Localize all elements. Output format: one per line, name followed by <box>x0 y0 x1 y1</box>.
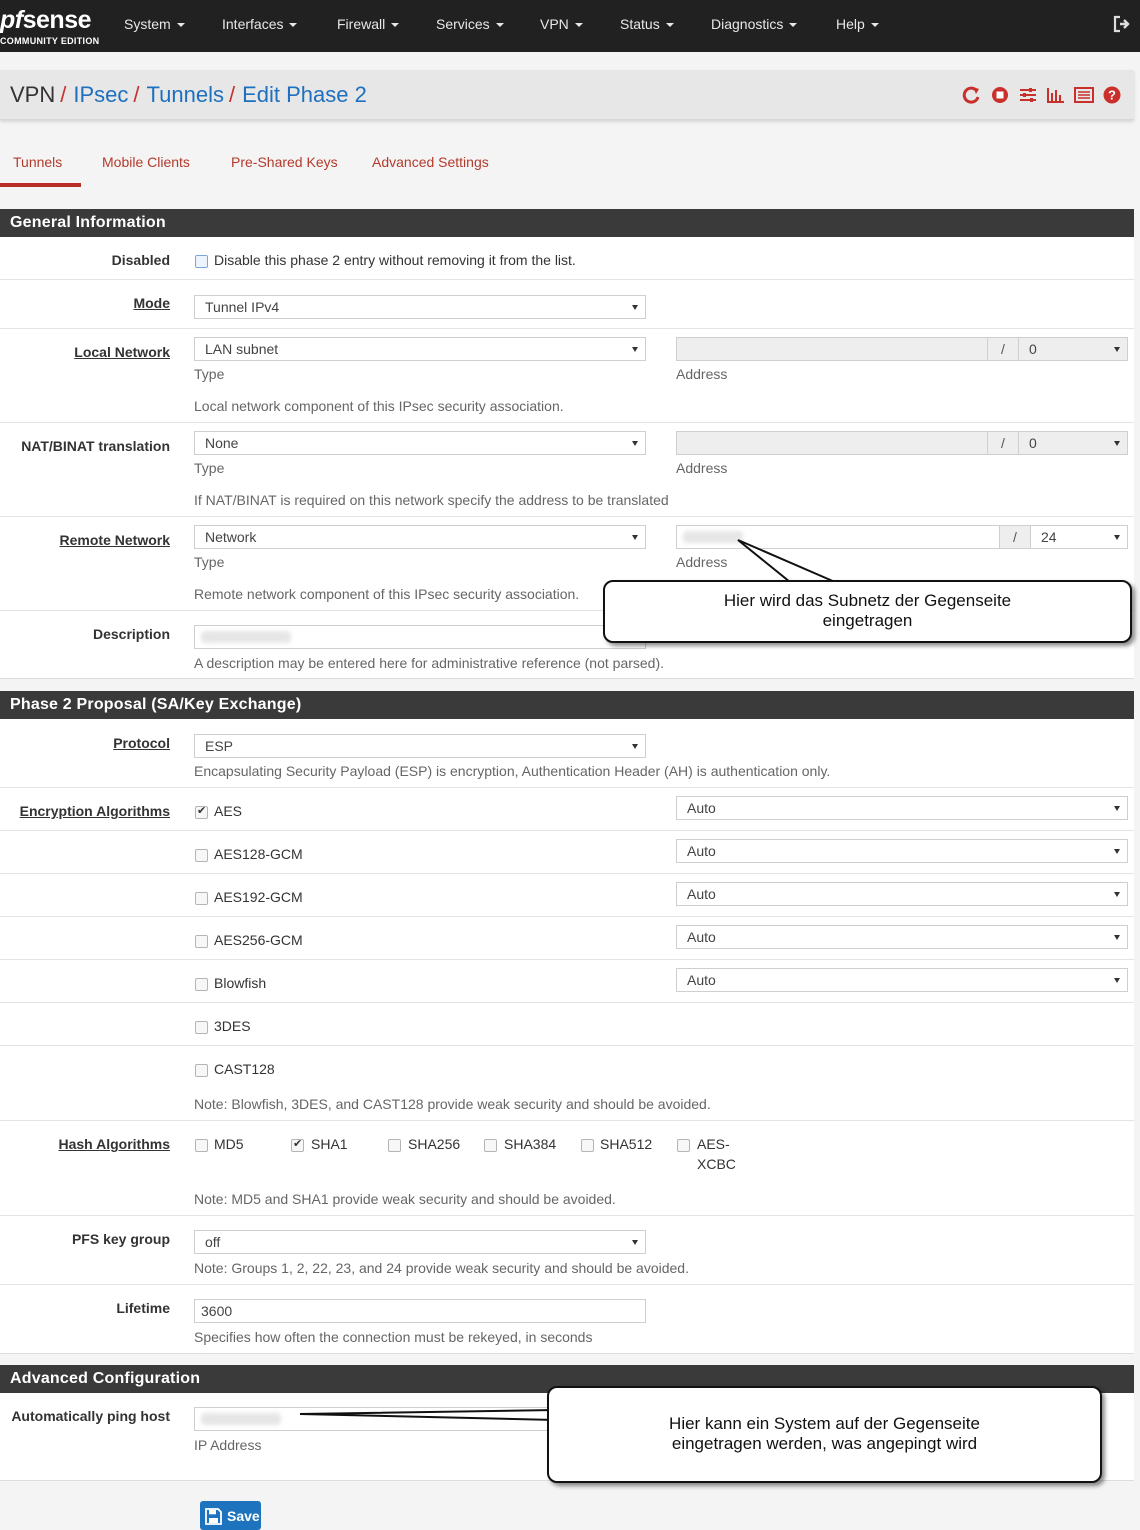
enc-blowfish-label: Blowfish <box>214 975 267 991</box>
tab-advanced-settings[interactable]: Advanced Settings <box>372 154 489 170</box>
mode-value: Tunnel IPv4 <box>205 299 280 315</box>
local-network-address-input[interactable] <box>676 337 988 361</box>
disabled-text: Disable this phase 2 entry without removing it from the list. <box>214 252 576 268</box>
menu-label: Services <box>436 16 490 32</box>
nat-binat-mask-value: 0 <box>1029 435 1037 451</box>
menu-label: System <box>124 16 171 32</box>
protocol-help: Encapsulating Security Payload (ESP) is encryption, Authentication Header (AH) is authentication only. <box>194 763 831 779</box>
tab-tunnels[interactable]: Tunnels <box>13 154 63 170</box>
nat-binat-type-select[interactable] <box>194 431 646 455</box>
lifetime-help: Specifies how often the connection must be rekeyed, in seconds <box>194 1329 593 1345</box>
logo-pf: pf <box>0 6 23 34</box>
panel-title: General Information <box>0 209 1134 237</box>
enc-aes128-gcm-label: AES128-GCM <box>214 846 303 862</box>
dropdown-arrow-icon <box>1114 535 1120 540</box>
enc-3des-label: 3DES <box>214 1018 251 1034</box>
menu-label: Interfaces <box>222 16 284 32</box>
tab-pre-shared-keys[interactable]: Pre-Shared Keys <box>231 154 338 170</box>
encryption-algorithms-label[interactable]: Encryption Algorithms <box>19 803 170 819</box>
restart-icon[interactable] <box>962 86 982 104</box>
menu-firewall[interactable] <box>337 16 399 32</box>
hash-sha512-label: SHA512 <box>600 1136 653 1152</box>
caret-down-icon <box>575 23 583 27</box>
menu-interfaces[interactable] <box>222 16 297 32</box>
row-divider <box>0 279 1134 280</box>
top-navbar <box>0 0 1140 52</box>
redacted-description <box>201 631 291 643</box>
hash-sha1-checkbox[interactable] <box>291 1139 304 1152</box>
breadcrumb-separator: / <box>133 82 140 107</box>
dropdown-arrow-icon <box>1114 935 1120 940</box>
ping-host-label: Automatically ping host <box>11 1408 170 1424</box>
row-divider <box>0 328 1134 329</box>
breadcrumb <box>10 82 367 108</box>
row-divider <box>0 959 1134 960</box>
nat-binat-label: NAT/BINAT translation <box>21 438 170 454</box>
enc-aes-checkbox[interactable] <box>195 806 208 819</box>
redacted-ping-host <box>201 1413 281 1425</box>
local-network-label[interactable]: Local Network <box>74 344 170 360</box>
hash-note: Note: MD5 and SHA1 provide weak security and should be avoided. <box>194 1191 616 1207</box>
remote-address-caption: Address <box>676 554 728 570</box>
row-divider <box>0 830 1134 831</box>
menu-label: Status <box>620 16 660 32</box>
keylen-value: Auto <box>687 843 716 859</box>
menu-label: Firewall <box>337 16 386 32</box>
mode-label[interactable]: Mode <box>133 295 170 311</box>
pfs-value: off <box>205 1234 221 1250</box>
row-divider <box>0 422 1134 423</box>
remote-network-type-value: Network <box>205 529 257 545</box>
log-list-icon[interactable] <box>1074 86 1094 104</box>
dropdown-arrow-icon <box>1114 441 1120 446</box>
save-floppy-icon <box>205 1508 222 1525</box>
menu-services[interactable] <box>436 16 504 32</box>
enc-aes256-gcm-keylen-select[interactable] <box>676 925 1128 949</box>
row-divider <box>0 1215 1134 1216</box>
keylen-value: Auto <box>687 800 716 816</box>
menu-label: Diagnostics <box>711 16 784 32</box>
hash-sha384-label: SHA384 <box>504 1136 557 1152</box>
hash-sha256-checkbox[interactable] <box>388 1139 401 1152</box>
hash-aes-xcbc-checkbox[interactable] <box>677 1139 690 1152</box>
panel-phase2-proposal <box>0 691 1134 1354</box>
menu-diagnostics[interactable] <box>711 16 797 32</box>
nat-binat-type-value: None <box>205 435 239 451</box>
local-type-caption: Type <box>194 366 225 382</box>
remote-network-label[interactable]: Remote Network <box>59 532 170 548</box>
redacted-address <box>683 531 743 543</box>
callout-text-line: Hier kann ein System auf der Gegenseite <box>669 1414 980 1433</box>
mask-separator: / <box>987 337 1019 361</box>
callout-text-line: Hier wird das Subnetz der Gegenseite <box>723 591 1012 610</box>
mode-select[interactable] <box>194 295 646 319</box>
logo-edition: COMMUNITY EDITION <box>0 36 100 46</box>
keylen-value: Auto <box>687 929 716 945</box>
save-label: Save <box>227 1508 260 1524</box>
mask-separator: / <box>987 431 1019 455</box>
lifetime-input[interactable]: 3600 <box>194 1299 646 1323</box>
breadcrumb-separator: / <box>228 82 236 107</box>
breadcrumb-bar <box>0 70 1134 120</box>
local-network-mask-value: 0 <box>1029 341 1037 357</box>
svg-text:?: ? <box>1108 87 1116 103</box>
breadcrumb-tunnels[interactable]: Tunnels <box>146 82 224 107</box>
dropdown-arrow-icon <box>1114 892 1120 897</box>
menu-status[interactable] <box>620 16 674 32</box>
remote-network-type-select[interactable] <box>194 525 646 549</box>
dropdown-arrow-icon <box>1114 978 1120 983</box>
keylen-value: Auto <box>687 972 716 988</box>
logout-icon[interactable] <box>1112 14 1132 34</box>
local-address-caption: Address <box>676 366 728 382</box>
breadcrumb-separator: / <box>60 82 67 107</box>
row-divider <box>0 1045 1134 1046</box>
dropdown-arrow-icon <box>632 535 638 540</box>
enc-cast128-checkbox[interactable] <box>195 1064 208 1077</box>
pfs-key-group-select[interactable] <box>194 1230 646 1254</box>
local-network-help: Local network component of this IPsec security association. <box>194 398 564 414</box>
enc-aes192-gcm-checkbox[interactable] <box>195 892 208 905</box>
caret-down-icon <box>289 23 297 27</box>
enc-aes-keylen-select[interactable] <box>676 796 1128 820</box>
enc-aes256-gcm-checkbox[interactable] <box>195 935 208 948</box>
remote-network-help: Remote network component of this IPsec security association. <box>194 586 580 602</box>
caret-down-icon <box>496 23 504 27</box>
row-divider <box>0 516 1134 517</box>
active-tab-indicator <box>0 183 81 187</box>
remote-network-mask-select[interactable] <box>1030 525 1128 549</box>
enc-aes128-gcm-checkbox[interactable] <box>195 849 208 862</box>
tab-mobile-clients[interactable]: Mobile Clients <box>102 154 190 170</box>
disabled-label: Disabled <box>111 252 170 268</box>
caret-down-icon <box>871 23 879 27</box>
hash-sha384-checkbox[interactable] <box>484 1139 497 1152</box>
logo-sense: sense <box>22 6 91 34</box>
panel-title: Phase 2 Proposal (SA/Key Exchange) <box>0 691 1134 719</box>
hash-md5-checkbox[interactable] <box>195 1139 208 1152</box>
enc-aes256-gcm-label: AES256-GCM <box>214 932 303 948</box>
local-network-type-value: LAN subnet <box>205 341 279 357</box>
dropdown-arrow-icon <box>632 1240 638 1245</box>
logo-wordmark <box>0 6 91 35</box>
row-divider <box>0 1284 1134 1285</box>
breadcrumb-vpn: VPN <box>10 82 56 107</box>
panel-title: Advanced Configuration <box>0 1365 1134 1393</box>
callout-ping-host <box>547 1386 1102 1483</box>
hash-sha512-checkbox[interactable] <box>581 1139 594 1152</box>
lifetime-label: Lifetime <box>116 1300 170 1316</box>
local-network-mask-select[interactable] <box>1018 337 1128 361</box>
caret-down-icon <box>177 23 185 27</box>
description-input[interactable] <box>194 625 646 649</box>
breadcrumb-ipsec[interactable]: IPsec <box>73 82 129 107</box>
menu-vpn[interactable] <box>540 16 583 32</box>
breadcrumb-edit-phase2[interactable]: Edit Phase 2 <box>242 82 367 107</box>
disabled-checkbox[interactable] <box>195 255 208 268</box>
caret-down-icon <box>789 23 797 27</box>
status-chart-icon[interactable] <box>1046 86 1066 104</box>
enc-3des-checkbox[interactable] <box>195 1021 208 1034</box>
protocol-label[interactable]: Protocol <box>113 735 170 751</box>
local-network-type-select[interactable] <box>194 337 646 361</box>
nat-address-caption: Address <box>676 460 728 476</box>
mask-separator: / <box>999 525 1031 549</box>
enc-aes128-gcm-keylen-select[interactable] <box>676 839 1128 863</box>
protocol-value: ESP <box>205 738 234 754</box>
row-divider <box>0 787 1134 788</box>
description-label: Description <box>92 626 170 642</box>
row-divider <box>0 1002 1134 1003</box>
menu-system[interactable] <box>124 16 185 32</box>
encryption-note: Note: Blowfish, 3DES, and CAST128 provide weak security and should be avoided. <box>194 1096 711 1112</box>
hash-sha1-label: SHA1 <box>311 1136 348 1152</box>
hash-algorithms-label[interactable]: Hash Algorithms <box>58 1136 170 1152</box>
remote-network-address-input[interactable] <box>676 525 1000 549</box>
stop-icon[interactable] <box>990 86 1010 104</box>
remote-network-mask-value: 24 <box>1041 529 1057 545</box>
ping-host-help: IP Address <box>194 1437 262 1453</box>
dropdown-arrow-icon <box>1114 806 1120 811</box>
row-divider <box>0 873 1134 874</box>
hash-aes-xcbc-label-line2: XCBC <box>697 1156 736 1172</box>
caret-down-icon <box>391 23 399 27</box>
enc-aes192-gcm-label: AES192-GCM <box>214 889 303 905</box>
shortcut-icons <box>962 86 1122 104</box>
menu-help[interactable] <box>836 16 879 32</box>
hash-sha256-label: SHA256 <box>408 1136 461 1152</box>
enc-aes192-gcm-keylen-select[interactable] <box>676 882 1128 906</box>
remote-type-caption: Type <box>194 554 225 570</box>
description-help: A description may be entered here for administrative reference (not parsed). <box>194 655 665 671</box>
dropdown-arrow-icon <box>632 305 638 310</box>
hash-aes-xcbc-label-line1: AES- <box>697 1136 730 1152</box>
nat-type-caption: Type <box>194 460 225 476</box>
help-icon[interactable] <box>1102 86 1122 104</box>
callout-text-line: eingetragen <box>822 611 913 630</box>
keylen-value: Auto <box>687 886 716 902</box>
nat-binat-address-input[interactable] <box>676 431 988 455</box>
caret-down-icon <box>666 23 674 27</box>
nat-binat-help: If NAT/BINAT is required on this network specify the address to be translated <box>194 492 669 508</box>
hash-md5-label: MD5 <box>214 1136 244 1152</box>
save-button[interactable] <box>200 1501 261 1530</box>
menu-label: Help <box>836 16 865 32</box>
dropdown-arrow-icon <box>1114 849 1120 854</box>
enc-blowfish-checkbox[interactable] <box>195 978 208 991</box>
dropdown-arrow-icon <box>632 347 638 352</box>
settings-sliders-icon[interactable] <box>1018 86 1038 104</box>
dropdown-arrow-icon <box>632 744 638 749</box>
row-divider <box>0 1120 1134 1121</box>
menu-label: VPN <box>540 16 569 32</box>
enc-cast128-label: CAST128 <box>214 1061 275 1077</box>
enc-aes-label: AES <box>214 803 243 819</box>
protocol-select[interactable] <box>194 734 646 758</box>
row-divider <box>0 916 1134 917</box>
dropdown-arrow-icon <box>1114 347 1120 352</box>
nat-binat-mask-select[interactable] <box>1018 431 1128 455</box>
dropdown-arrow-icon <box>632 441 638 446</box>
pfsense-logo[interactable] <box>0 6 100 48</box>
pfs-note: Note: Groups 1, 2, 22, 23, and 24 provide weak security and should be avoided. <box>194 1260 689 1276</box>
pfs-key-group-label: PFS key group <box>71 1231 170 1247</box>
callout-remote-network <box>603 580 1132 643</box>
callout-text-line: eingetragen werden, was angepingt wird <box>671 1434 978 1453</box>
enc-blowfish-keylen-select[interactable] <box>676 968 1128 992</box>
